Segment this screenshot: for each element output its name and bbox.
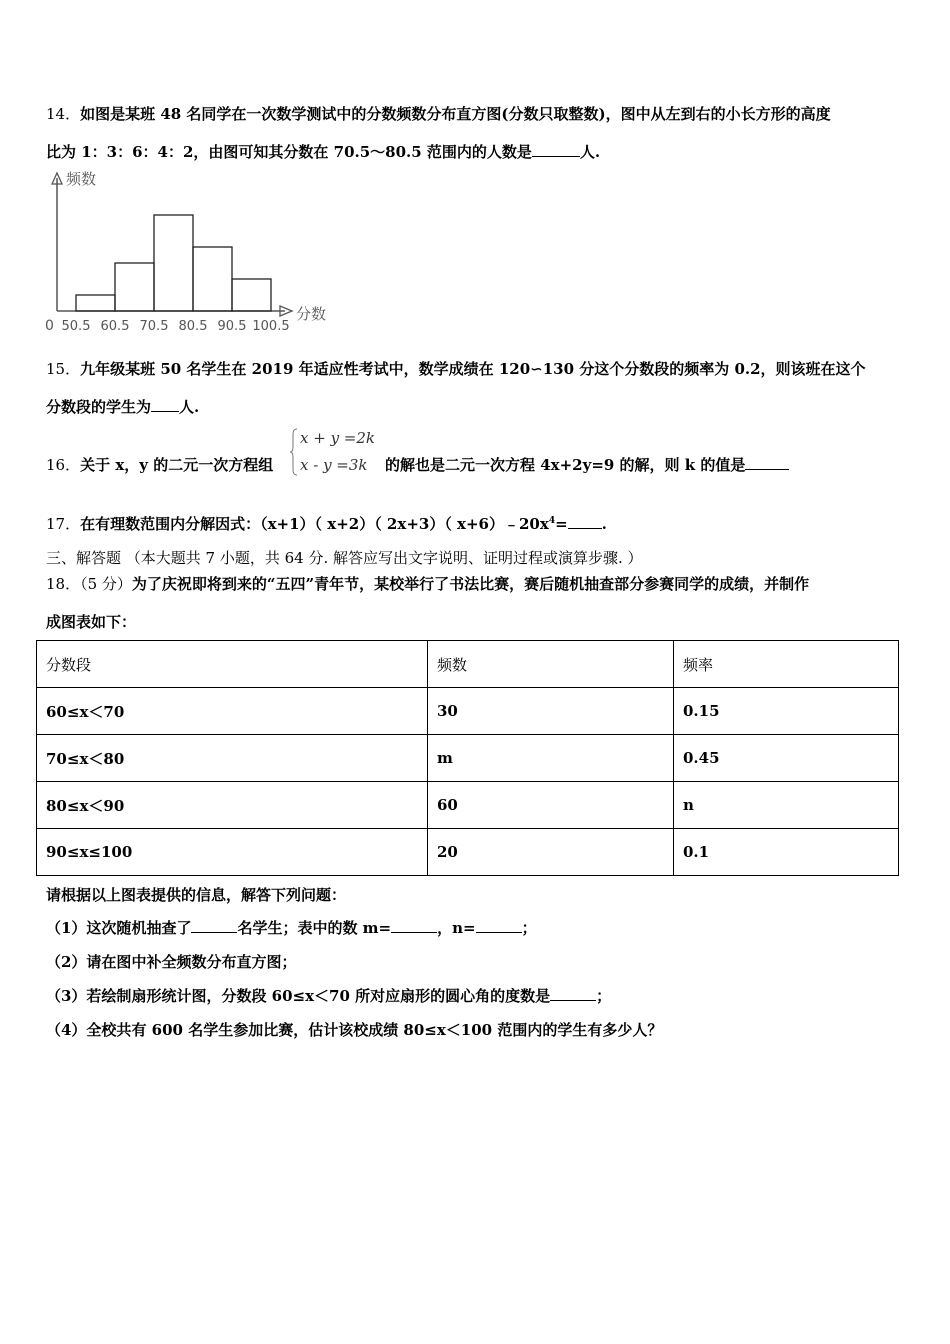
table-row: [37, 735, 899, 782]
sub1-text-c: ，n=: [437, 919, 476, 937]
table-cell: 60: [428, 782, 674, 829]
sub3-angle-blank[interactable]: [550, 986, 596, 1001]
x-tick-label: 90.5: [217, 319, 247, 334]
q18-sub1: [46, 917, 537, 938]
table-cell: 0.15: [674, 688, 899, 735]
x-axis-label: 分数: [296, 305, 327, 323]
table-cell: 90≤x≤100: [37, 829, 428, 876]
histogram-bar: [154, 215, 193, 311]
q18-text-line1: 为了庆祝即将到来的“五四”青年节，某校举行了书法比赛，赛后随机抽查部分参赛同学的成绩，并制作: [131, 575, 810, 593]
q14-text-line2: 比为 1：3：6：4：2，由图可知其分数在 70.5～80.5 范围内的人数是: [46, 143, 532, 161]
q18-sub4: （4）全校共有 600 名学生参加比赛，估计该校成绩 80≤x＜100 范围内的学生有多少人？: [46, 1021, 663, 1039]
histogram-bar: [76, 295, 115, 311]
q14-line2: [46, 141, 600, 162]
sub1-text-d: ；: [521, 919, 537, 937]
table-header-cell: 频数: [428, 641, 674, 688]
score-table: [36, 640, 899, 876]
table-row: [37, 829, 899, 876]
q17-exponent: 4: [548, 516, 556, 526]
q16-number: 16．: [46, 456, 81, 474]
q16-answer-blank[interactable]: [745, 455, 789, 470]
origin-label: 0: [45, 318, 54, 334]
sub3-text: （3）若绘制扇形统计图，分数段 60≤x＜70 所对应扇形的圆心角的度数是: [46, 987, 551, 1005]
table-cell: 0.45: [674, 735, 899, 782]
q15-text-line2: 分数段的学生为: [46, 398, 152, 416]
table-header-cell: 频率: [674, 641, 899, 688]
sub1-text-b: 名学生；表中的数 m=: [237, 919, 392, 937]
q16-line-rest: [385, 454, 789, 475]
q14-text-line1: 如图是某班 48 名同学在一次数学测试中的分数频数分布直方图(分数只取整数)，图中从左到右的小长方形的高度: [80, 105, 831, 123]
q14-text-end: 人.: [579, 143, 601, 161]
table-header-cell: 分数段: [37, 641, 428, 688]
histogram-bar: [193, 247, 232, 311]
table-header-row: [37, 641, 899, 688]
sub1-total-blank[interactable]: [191, 918, 237, 933]
histogram-bar: [232, 279, 271, 311]
left-brace: [290, 428, 298, 476]
q18-number: 18．: [46, 575, 81, 593]
q14-answer-blank[interactable]: [532, 142, 580, 157]
section-title: 三、解答题 （本大题共 7 小题，共 64 分. 解答应写出文字说明、证明过程或演算步骤. ）: [46, 549, 643, 567]
sub1-m-blank[interactable]: [391, 918, 437, 933]
x-tick-label: 60.5: [100, 319, 130, 334]
q16-text-before: 关于 x，y 的二元一次方程组: [80, 456, 274, 474]
q15-line1: [46, 358, 866, 379]
q16-text-after: 的解也是二元一次方程 4x+2y=9 的解，则 k 的值是: [385, 456, 746, 474]
y-axis-label: 频数: [66, 170, 97, 188]
q17-end: .: [601, 515, 607, 533]
q18-line2: 成图表如下：: [46, 613, 137, 631]
q15-text-line1: 九年级某班 50 名学生在 2019 年适应性考试中，数学成绩在 120∽130 分这个分数段的频率为 0.2，则该班在这个: [80, 360, 866, 378]
sub1-text-a: （1）这次随机抽查了: [46, 919, 192, 937]
histogram-bar: [115, 263, 154, 311]
q16-line: [46, 454, 273, 475]
table-cell: m: [428, 735, 674, 782]
q18-line1: [46, 573, 809, 594]
q18-points: （5 分）: [80, 575, 132, 593]
table-cell: 70≤x＜80: [37, 735, 428, 782]
q18-sub3: [46, 985, 611, 1006]
q18-sub2: （2）请在图中补全频数分布直方图；: [46, 953, 297, 971]
q15-line2: [46, 396, 199, 417]
table-cell: 20: [428, 829, 674, 876]
sub3-end: ；: [596, 987, 612, 1005]
table-cell: n: [674, 782, 899, 829]
x-tick-label: 50.5: [61, 319, 91, 334]
q15-number: 15．: [46, 360, 81, 378]
table-row: [37, 782, 899, 829]
frequency-histogram: [40, 168, 340, 342]
q14-line1: [46, 103, 831, 124]
q15-answer-blank[interactable]: [151, 397, 179, 412]
x-tick-label: 80.5: [178, 319, 208, 334]
q17-answer-blank[interactable]: [568, 514, 602, 529]
x-tick-label: 100.5: [252, 319, 290, 334]
sub1-n-blank[interactable]: [476, 918, 522, 933]
q17-number: 17．: [46, 515, 81, 533]
q15-text-end: 人.: [179, 398, 200, 416]
table-cell: 30: [428, 688, 674, 735]
table-row: [37, 688, 899, 735]
histogram-svg: [40, 168, 340, 338]
x-tick-label: 70.5: [139, 319, 169, 334]
equation-system: [290, 428, 382, 478]
table-cell: 60≤x＜70: [37, 688, 428, 735]
q14-number: 14．: [46, 105, 81, 123]
table-cell: 0.1: [674, 829, 899, 876]
equation-2: x - y =3k: [300, 456, 368, 474]
q17-line: [46, 513, 607, 534]
q18-prompt: 请根据以上图表提供的信息，解答下列问题：: [46, 886, 347, 904]
q17-text: 在有理数范围内分解因式：（x+1）（ x+2）（ 2x+3）（ x+6）﹣20x: [80, 515, 549, 533]
table-cell: 80≤x＜90: [37, 782, 428, 829]
equation-1: x + y =2k: [300, 429, 376, 447]
q17-equals: =: [555, 515, 568, 533]
